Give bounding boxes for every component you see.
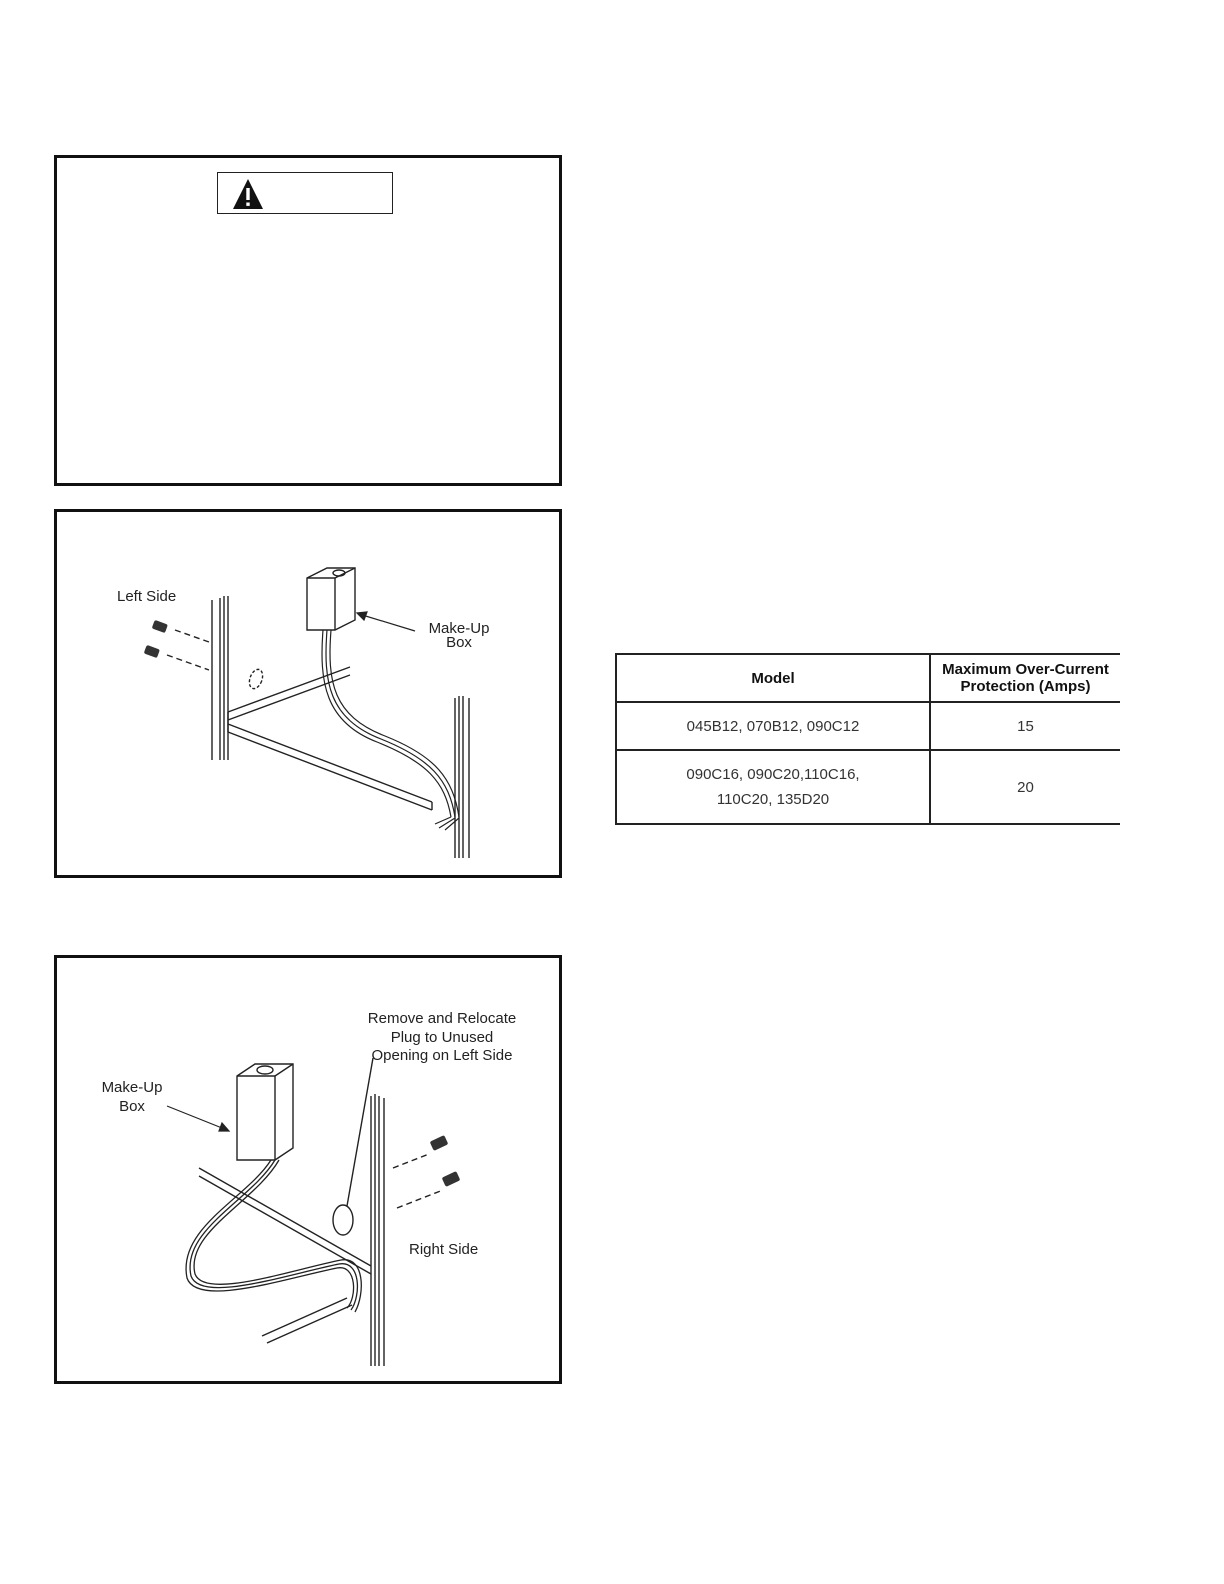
header-protection-line2: Protection (Amps) [960, 678, 1091, 695]
figure-makeup-box-right [54, 955, 562, 1384]
model-cell [616, 750, 930, 824]
model-cell-line2: 110C20, 135D20 [716, 791, 830, 808]
header-model: Model [616, 654, 930, 702]
table-row [616, 702, 1120, 750]
left-side-installation-diagram [57, 512, 559, 875]
makeup-box-label-line1: Make-Up [101, 1079, 163, 1096]
relocate-plug-label-line2: Plug to Unused [390, 1029, 494, 1046]
relocate-plug-label-line3: Opening on Left Side [371, 1047, 513, 1064]
warning-box [54, 155, 562, 486]
amps-cell: 20 [930, 750, 1120, 824]
table-row [616, 750, 1120, 824]
relocate-plug-label-line1: Remove and Relocate [367, 1010, 517, 1027]
header-protection [930, 654, 1120, 702]
header-protection-line1: Maximum Over-Current [942, 661, 1109, 678]
model-cell-line1: 090C16, 090C20,110C16, [686, 766, 860, 783]
model-cell: 045B12, 070B12, 090C12 [616, 702, 930, 750]
makeup-box-label-line2: Box [446, 634, 472, 651]
makeup-box-label-line2: Box [119, 1098, 145, 1115]
left-side-label: Left Side [117, 588, 177, 605]
amps-cell: 15 [930, 702, 1120, 750]
over-current-protection-table-wrap [615, 653, 1120, 825]
warning-header [217, 172, 393, 214]
warning-triangle-icon [228, 174, 268, 214]
right-side-label: Right Side [409, 1241, 479, 1258]
makeup-box-label-line1: Make-Up [428, 620, 490, 637]
over-current-protection-table [615, 653, 1120, 825]
figure-makeup-box-left [54, 509, 562, 878]
